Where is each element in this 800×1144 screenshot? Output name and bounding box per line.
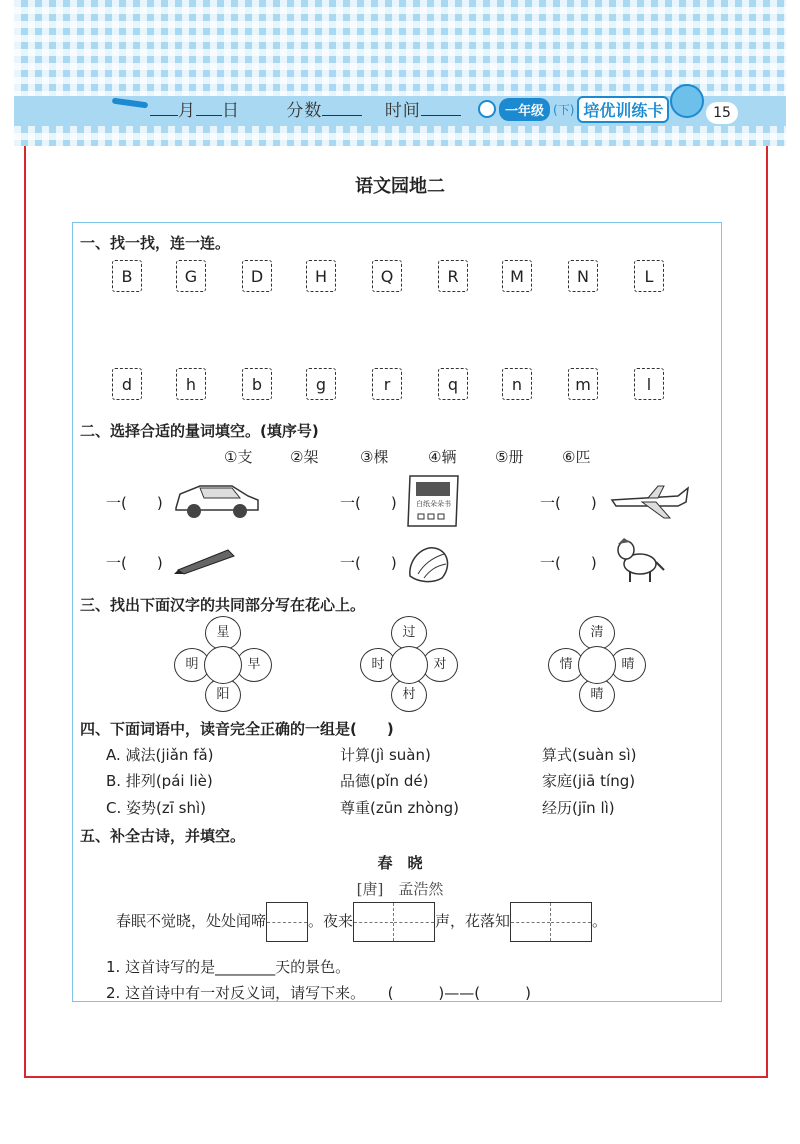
- measure-option: ⑥匹: [562, 448, 591, 466]
- series-badge: 一年级 (下) 培优训练卡: [478, 96, 669, 122]
- poem-text: 。夜来: [308, 912, 354, 930]
- option-a-word: A. 减法(jiǎn fǎ): [106, 746, 214, 764]
- page-title: 语文园地二: [355, 176, 445, 197]
- poem-text: 春眠不觉晓，处处闻啼: [116, 912, 267, 930]
- answer-blank[interactable]: 一( ): [106, 494, 163, 512]
- uppercase-letter-box[interactable]: L: [634, 260, 664, 292]
- flower-petal: 时: [360, 648, 396, 682]
- lowercase-letter-box[interactable]: r: [372, 368, 402, 400]
- lowercase-letter-box[interactable]: m: [568, 368, 598, 400]
- lowercase-letter-box[interactable]: h: [176, 368, 206, 400]
- flower-petal: 星: [205, 616, 241, 650]
- answer-blank[interactable]: 一( ): [540, 554, 597, 572]
- character-flower: [548, 616, 644, 712]
- poem-title: 春 晓: [377, 854, 423, 872]
- lowercase-letter-box[interactable]: l: [634, 368, 664, 400]
- uppercase-letter-box[interactable]: Q: [372, 260, 402, 292]
- lowercase-letter-box[interactable]: d: [112, 368, 142, 400]
- uppercase-letter-box[interactable]: D: [242, 260, 272, 292]
- answer-blank[interactable]: 一( ): [340, 554, 397, 572]
- cabbage-icon: [404, 540, 454, 584]
- lowercase-letter-box[interactable]: b: [242, 368, 272, 400]
- flower-center-input[interactable]: [204, 646, 242, 684]
- option-b-word: 家庭(jiā tíng): [542, 772, 636, 790]
- option-c-word: C. 姿势(zī shì): [106, 799, 207, 817]
- section-3-heading: 三、找出下面汉字的共同部分写在花心上。: [80, 596, 366, 614]
- flower-petal: 清: [579, 616, 615, 650]
- lowercase-letter-box[interactable]: g: [306, 368, 336, 400]
- uppercase-letter-box[interactable]: B: [112, 260, 142, 292]
- lowercase-letter-box[interactable]: q: [438, 368, 468, 400]
- question-5-1: 1. 这首诗写的是________天的景色。: [106, 958, 351, 976]
- flower-petal: 晴: [610, 648, 646, 682]
- flower-center-input[interactable]: [578, 646, 616, 684]
- poem-line: [116, 902, 607, 942]
- uppercase-letter-box[interactable]: M: [502, 260, 532, 292]
- measure-option: ②架: [290, 448, 319, 466]
- pen-icon: [172, 544, 238, 576]
- question-5-2: 2. 这首诗中有一对反义词，请写下来。 ( )——( ): [106, 984, 531, 1002]
- option-a-word: 算式(suàn sì): [542, 746, 637, 764]
- uppercase-letter-box[interactable]: R: [438, 260, 468, 292]
- flower-center-input[interactable]: [390, 646, 428, 684]
- flower-petal: 村: [391, 678, 427, 712]
- measure-option: ⑤册: [495, 448, 524, 466]
- flower-petal: 早: [236, 648, 272, 682]
- poem-author: [唐] 孟浩然: [356, 880, 444, 898]
- answer-blank[interactable]: 一( ): [340, 494, 397, 512]
- section-5-heading: 五、补全古诗，并填空。: [80, 827, 246, 845]
- section-2-heading: 二、选择合适的量词填空。(填序号): [80, 422, 319, 440]
- poem-text: 声，花落知: [435, 912, 511, 930]
- option-b-word: B. 排列(pái liè): [106, 772, 213, 790]
- option-b-word: 品德(pǐn dé): [340, 772, 429, 790]
- lowercase-letter-box[interactable]: n: [502, 368, 532, 400]
- answer-blank[interactable]: 一( ): [106, 554, 163, 572]
- car-icon: [170, 478, 262, 520]
- measure-option: ③棵: [360, 448, 389, 466]
- measure-option: ①支: [224, 448, 253, 466]
- flower-petal: 情: [548, 648, 584, 682]
- poem-text: 。: [592, 912, 608, 930]
- flower-petal: 晴: [579, 678, 615, 712]
- character-flower: [360, 616, 456, 712]
- uppercase-letter-box[interactable]: G: [176, 260, 206, 292]
- section-4-heading: 四、下面词语中，读音完全正确的一组是( ): [80, 720, 394, 738]
- option-a-word: 计算(jì suàn): [340, 746, 431, 764]
- flower-petal: 明: [174, 648, 210, 682]
- flower-petal: 过: [391, 616, 427, 650]
- option-c-word: 尊重(zūn zhòng): [340, 799, 459, 817]
- uppercase-letter-box[interactable]: N: [568, 260, 598, 292]
- section-1-heading: 一、找一找，连一连。: [80, 234, 231, 252]
- flower-petal: 阳: [205, 678, 241, 712]
- character-flower: [174, 616, 270, 712]
- flower-petal: 对: [422, 648, 458, 682]
- airplane-icon: [608, 480, 690, 522]
- writing-grid-3[interactable]: [510, 902, 592, 942]
- header-fields: 月 日 分数 时间: [150, 96, 461, 121]
- page-number: 15: [706, 102, 738, 124]
- writing-grid-1[interactable]: [266, 902, 308, 942]
- book-label: 白纸朵朵书: [416, 500, 451, 508]
- clock-icon: [478, 100, 496, 118]
- mascot-icon: [670, 84, 704, 118]
- horse-icon: [612, 536, 666, 584]
- uppercase-letter-box[interactable]: H: [306, 260, 336, 292]
- measure-option: ④辆: [428, 448, 457, 466]
- writing-grid-2[interactable]: [353, 902, 435, 942]
- answer-blank[interactable]: 一( ): [540, 494, 597, 512]
- book-icon: [400, 472, 464, 532]
- option-c-word: 经历(jīn lì): [542, 799, 615, 817]
